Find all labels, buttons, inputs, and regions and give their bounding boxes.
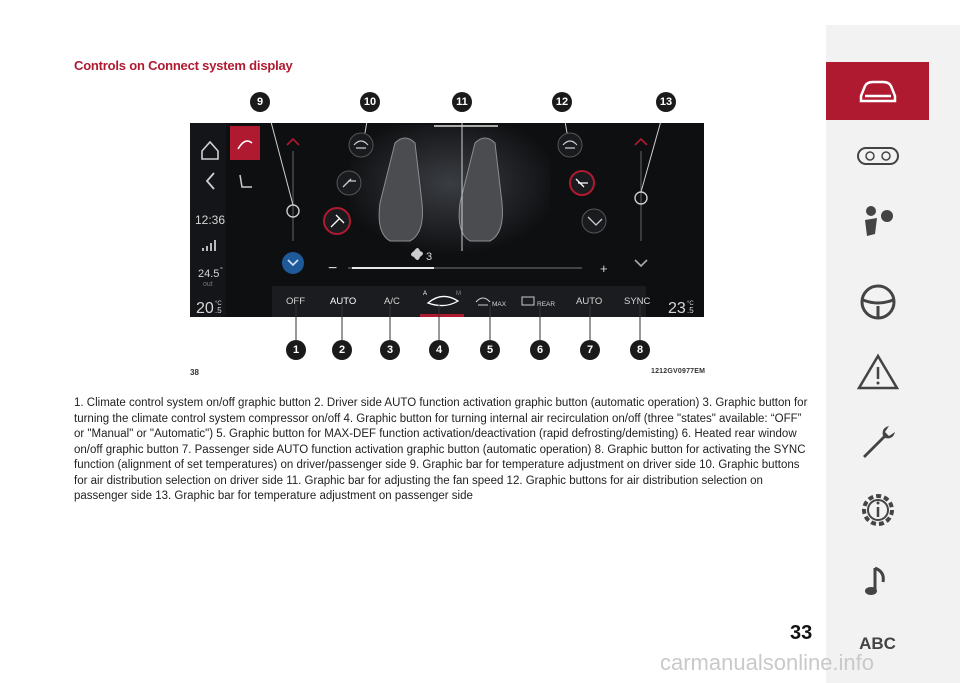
driver-auto-button[interactable]: AUTO [330, 296, 357, 307]
gear-info-icon [855, 490, 901, 530]
figure-code: 1212GV0977EM [651, 368, 706, 375]
chapter-sidebar [826, 25, 960, 683]
fan-speed-value: 3 [426, 251, 433, 263]
callout-7: 7 [580, 340, 600, 360]
callout-1: 1 [286, 340, 306, 360]
sync-button[interactable]: SYNC [624, 296, 651, 307]
recirc-manual-label: M [456, 291, 461, 297]
figure-caption: 1. Climate control system on/off graphic button 2. Driver side AUTO function activation graphic button (automatic operation) 3. Graphic button for turning the climate control system compressor on/off 4. Graphic button for turning internal air recirculation on/off (three "states" available: “OFF” or "Manual" or "Automatic") 5. Graphic button for MAX-DEF function activation/deactivation (rapid defrosting/demisting) 6. Heated rear window on/off graphic button 7. Passenger side AUTO function activation graphic button (automatic operation) 8. Graphic button for activating the SYNC function (alignment of set temperatures) on driver/passenger side 9. Graphic bar for temperature adjustment on driver side 10. Graphic buttons for air distribution selection on driver side 11. Graphic bar for adjusting the fan speed 12. Graphic buttons for air distribution selection on passenger side 13. Graphic bar for temperature adjustment on passenger side [74, 397, 808, 502]
fan-plus-button[interactable]: + [600, 261, 608, 276]
passenger-temp: 23 [668, 300, 686, 317]
callout-12: 12 [552, 92, 572, 112]
clock-text: 12:36 [195, 213, 226, 227]
footer-watermark: carmanualsonline.info [660, 650, 875, 675]
passenger-auto-button[interactable]: AUTO [576, 296, 603, 307]
sidebar-tab-multimedia[interactable] [826, 551, 929, 609]
max-defrost-button[interactable]: MAX [492, 301, 507, 308]
sidebar-tab-airbag[interactable] [826, 193, 929, 251]
callout-4: 4 [429, 340, 449, 360]
callout-9: 9 [250, 92, 270, 112]
car-icon [855, 76, 901, 106]
airbag-icon [855, 202, 901, 242]
wrench-icon [855, 422, 901, 462]
driver-temp-decimal: .5 [215, 306, 222, 315]
sidebar-tab-tech-data[interactable] [826, 481, 929, 539]
driver-temp-unit: °C [215, 301, 222, 307]
off-button[interactable]: OFF [286, 296, 305, 307]
passenger-temp-decimal: .5 [687, 306, 694, 315]
sidebar-tab-warning[interactable] [826, 343, 929, 401]
climate-figure [190, 90, 704, 380]
sidebar-tab-car[interactable] [826, 62, 929, 120]
figure-left-number: 38 [190, 368, 199, 377]
fan-minus-button[interactable]: − [328, 260, 338, 277]
dashboard-icon [855, 141, 901, 171]
page-title: Controls on Connect system display [74, 58, 293, 73]
callout-3: 3 [380, 340, 400, 360]
callout-13: 13 [656, 92, 676, 112]
outside-temp: 24.5 [198, 268, 220, 280]
recirc-auto-label: A [423, 291, 428, 297]
steering-wheel-icon [855, 282, 901, 322]
callout-10: 10 [360, 92, 380, 112]
callout-11: 11 [452, 92, 472, 112]
callout-2: 2 [332, 340, 352, 360]
passenger-temp-unit: °C [687, 301, 694, 307]
driver-temp: 20 [196, 300, 214, 317]
callout-8: 8 [630, 340, 650, 360]
ac-button[interactable]: A/C [384, 296, 400, 307]
sidebar-tab-dashboard[interactable] [826, 127, 929, 185]
rear-defrost-button[interactable]: REAR [537, 301, 556, 308]
sidebar-tab-steering[interactable] [826, 273, 929, 331]
sidebar-tab-maintenance[interactable] [826, 413, 929, 471]
callout-5: 5 [480, 340, 500, 360]
outside-label: out [203, 281, 213, 288]
warning-icon [855, 352, 901, 392]
callout-6: 6 [530, 340, 550, 360]
outside-temp-unit: ° [220, 267, 223, 274]
abc-icon: ABC [859, 634, 896, 653]
bottom-callout-leaders [190, 90, 704, 380]
page-number: 33 [790, 622, 813, 644]
music-note-icon [855, 560, 901, 600]
